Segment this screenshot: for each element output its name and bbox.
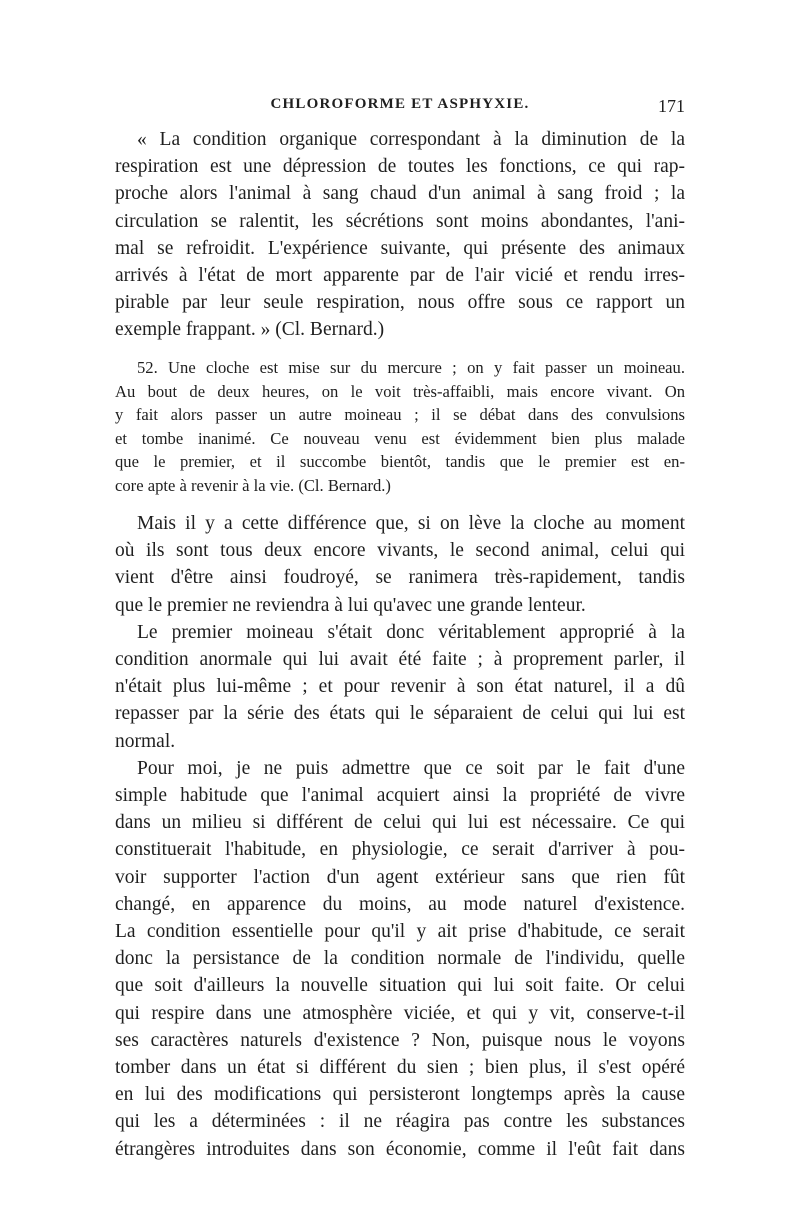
body-text bbox=[115, 510, 685, 1163]
text-line: tomber dans un état si différent du sien ; bien plus, il s'est opéré bbox=[115, 1057, 685, 1079]
text-line: que soit d'ailleurs la nouvelle situation qui lui soit faite. Or celui bbox=[115, 975, 685, 997]
text-line: ses caractères naturels d'existence ? Non, puisque nous le voyons bbox=[115, 1029, 685, 1051]
text-line: qui les a déterminées : il ne réagira pas contre les substances bbox=[115, 1111, 685, 1133]
text-line: que le premier ne reviendra à lui qu'avec une grande lenteur. bbox=[115, 594, 586, 616]
text-line: simple habitude que l'animal acquiert ainsi la propriété de vivre bbox=[115, 785, 685, 807]
text-line: étrangères introduites dans son économie, comme il l'eût fait dans bbox=[115, 1138, 685, 1160]
text-line: où ils sont tous deux encore vivants, le second animal, celui qui bbox=[115, 540, 685, 562]
running-title: CHLOROFORME ET ASPHYXIE. bbox=[270, 96, 530, 112]
text-line: La condition essentielle pour qu'il y ait prise d'habitude, ce serait bbox=[115, 921, 685, 943]
text-line: 52. Une cloche est mise sur du mercure ; on y fait passer un moineau. bbox=[137, 358, 685, 377]
text-line: changé, en apparence du moins, au mode naturel d'existence. bbox=[115, 893, 685, 915]
running-head bbox=[115, 96, 685, 120]
text-line: exemple frappant. » (Cl. Bernard.) bbox=[115, 319, 385, 341]
text-line: que le premier, et il succombe bientôt, tandis que le premier est en- bbox=[115, 452, 685, 471]
text-line: voir supporter l'action d'un agent extérieur sans que rien fût bbox=[115, 866, 685, 888]
text-line: en lui des modifications qui persisteront longtemps après la cause bbox=[115, 1084, 685, 1106]
text-line: donc la persistance de la condition normale de l'individu, quelle bbox=[115, 948, 685, 970]
text-line: dans un milieu si différent de celui qui lui est nécessaire. Ce qui bbox=[115, 812, 685, 834]
text-line: normal. bbox=[115, 730, 176, 752]
text-line: Au bout de deux heures, on le voit très-affaibli, mais encore vivant. On bbox=[115, 381, 685, 401]
text-line: mal se refroidit. L'expérience suivante, qui présente des animaux bbox=[115, 237, 685, 259]
text-line: vient d'être ainsi foudroyé, se ranimera très-rapidement, tandis bbox=[115, 567, 685, 589]
text-line: core apte à revenir à la vie. (Cl. Bernard.) bbox=[115, 475, 391, 495]
text-line: proche alors l'animal à sang chaud d'un animal à sang froid ; la bbox=[115, 183, 685, 205]
text-line: « La condition organique correspondant à la diminution de la bbox=[137, 129, 685, 150]
text-line: qui respire dans une atmosphère viciée, et qui y vit, conserve-t-il bbox=[115, 1002, 685, 1024]
experiment-paragraph bbox=[115, 356, 685, 497]
quote-paragraph bbox=[115, 126, 685, 344]
text-line: respiration est une dépression de toutes les fonctions, ce qui rap- bbox=[115, 156, 685, 178]
text-line: arrivés à l'état de mort apparente par de l'air vicié et rendu irres- bbox=[115, 265, 685, 287]
page-number: 171 bbox=[658, 96, 685, 116]
text-line: Mais il y a cette différence que, si on lève la cloche au moment bbox=[137, 513, 685, 534]
text-line: n'était plus lui-même ; et pour revenir à son état naturel, il a dû bbox=[115, 676, 685, 698]
text-line: y fait alors passer un autre moineau ; il se débat dans des convulsions bbox=[115, 405, 685, 424]
text-line: constituerait l'habitude, en physiologie, ce serait d'arriver à pou- bbox=[115, 839, 685, 861]
text-line: et tombe inanimé. Ce nouveau venu est évidemment bien plus malade bbox=[115, 428, 685, 448]
text-line: circulation se ralentit, les sécrétions sont moins abondantes, l'ani- bbox=[115, 210, 685, 232]
text-line: Le premier moineau s'était donc véritablement approprié à la bbox=[137, 621, 685, 643]
text-line: pirable par leur seule respiration, nous offre sous ce rapport un bbox=[115, 292, 685, 314]
text-line: Pour moi, je ne puis admettre que ce soit par le fait d'une bbox=[137, 757, 685, 779]
text-line: condition anormale qui lui avait été faite ; à proprement parler, il bbox=[115, 649, 685, 671]
text-line: repasser par la série des états qui le séparaient de celui qui lui est bbox=[115, 703, 685, 725]
